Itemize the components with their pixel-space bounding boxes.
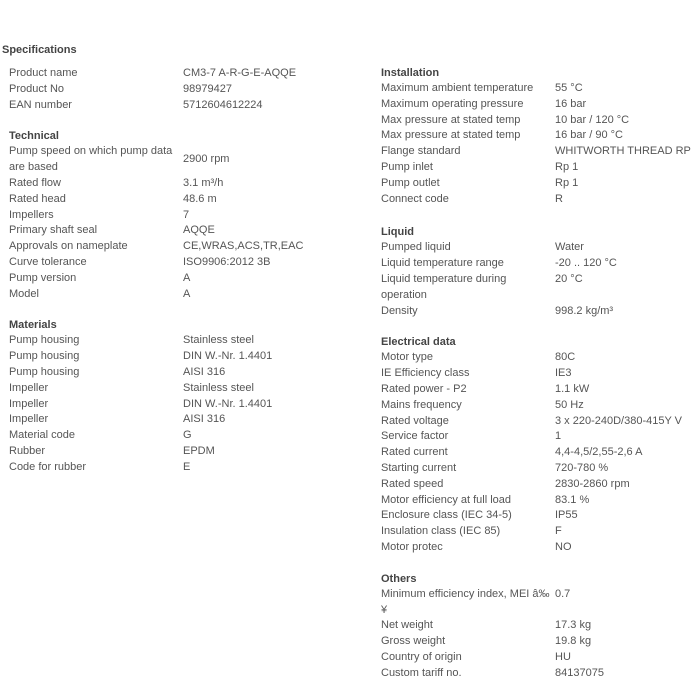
spec-value: Water — [555, 241, 584, 254]
spec-value: R — [555, 192, 563, 205]
spec-value: IP55 — [555, 509, 578, 522]
spec-label: Pump inlet — [381, 160, 433, 173]
spec-label: Liquid temperature during operation — [381, 272, 507, 301]
spec-row — [9, 66, 309, 82]
spec-label: Maximum operating pressure — [381, 97, 524, 110]
spec-label: Approvals on nameplate — [9, 240, 128, 253]
spec-value: 19.8 kg — [555, 635, 592, 648]
spec-label: Rubber — [9, 444, 46, 457]
spec-label: Rated power - P2 — [381, 382, 467, 395]
spec-row — [381, 113, 699, 129]
spec-label: Maximum ambient temperature — [381, 82, 534, 94]
spec-value: A — [183, 287, 191, 300]
spec-value: 3 x 220-240D/380-415Y V — [555, 414, 682, 427]
spec-row — [381, 272, 699, 304]
spec-row — [9, 349, 309, 365]
spec-row — [381, 429, 699, 445]
spec-label: Material code — [9, 429, 76, 442]
spec-value: 0.7 — [555, 587, 571, 600]
spec-value: HU — [555, 650, 571, 663]
spec-label: Pump version — [9, 271, 77, 284]
spec-value: IE3 — [555, 367, 572, 380]
spec-row — [9, 333, 309, 349]
spec-label: Mains frequency — [381, 398, 462, 411]
spec-row — [381, 304, 699, 320]
spec-value: 20 °C — [555, 272, 583, 285]
spec-value: CM3-7 A-R-G-E-AQQE — [183, 67, 297, 79]
spec-row — [381, 540, 699, 556]
spec-value: EPDM — [183, 444, 215, 457]
spec-row — [9, 192, 309, 208]
spec-value: 84137075 — [555, 666, 604, 679]
spec-label: Custom tariff no. — [381, 666, 462, 679]
spec-row — [9, 98, 309, 114]
spec-row — [381, 144, 699, 160]
section-technical — [9, 128, 309, 302]
spec-row — [381, 128, 699, 144]
spec-value: 80C — [555, 351, 576, 364]
spec-row — [9, 460, 309, 476]
spec-value: 4,4-4,5/2,55-2,6 A — [555, 446, 643, 459]
spec-value: Rp 1 — [555, 176, 579, 189]
spec-label: Pump speed on which pump data are based — [9, 145, 173, 174]
spec-row — [381, 524, 699, 540]
spec-label: Impellers — [9, 208, 54, 221]
spec-value: 50 Hz — [555, 398, 584, 411]
spec-row — [381, 414, 699, 430]
spec-label: Rated current — [381, 446, 448, 459]
spec-row — [381, 445, 699, 461]
spec-row — [9, 255, 309, 271]
spec-label: Motor protec — [381, 540, 443, 553]
spec-row — [9, 381, 309, 397]
spec-value: AISI 316 — [183, 365, 226, 378]
spec-value: 998.2 kg/m³ — [555, 304, 614, 317]
spec-row — [381, 382, 699, 398]
spec-row — [9, 82, 309, 98]
spec-value: A — [183, 271, 191, 284]
spec-label: Insulation class (IEC 85) — [381, 525, 501, 538]
spec-row — [381, 461, 699, 477]
spec-value: 16 bar / 90 °C — [555, 129, 623, 142]
section-title-liquid: Liquid — [381, 226, 414, 239]
spec-label: Minimum efficiency index, MEI â‰¥ — [381, 587, 550, 616]
spec-label: Pump housing — [9, 334, 80, 347]
spec-label: Flange standard — [381, 145, 461, 158]
spec-value: 16 bar — [555, 97, 587, 110]
spec-value: 7 — [183, 208, 190, 221]
spec-row — [9, 144, 309, 176]
spec-value: 1 — [555, 430, 562, 443]
spec-value: F — [555, 525, 562, 538]
spec-value: AISI 316 — [183, 413, 226, 426]
spec-label: Connect code — [381, 192, 449, 205]
spec-row — [381, 192, 699, 208]
spec-row — [9, 365, 309, 381]
spec-label: Impeller — [9, 381, 49, 394]
spec-label: Rated flow — [9, 176, 61, 189]
spec-label: Pump housing — [9, 350, 80, 363]
section-installation — [381, 65, 699, 207]
spec-label: Impeller — [9, 397, 49, 410]
spec-value: Stainless steel — [183, 381, 254, 394]
spec-value: NO — [555, 540, 572, 553]
section-materials — [9, 317, 309, 475]
spec-value: -20 .. 120 °C — [555, 257, 617, 270]
spec-label: Net weight — [381, 619, 433, 632]
section-electrical-data — [381, 334, 699, 555]
spec-value: DIN W.-Nr. 1.4401 — [183, 397, 273, 410]
spec-value: WHITWORTH THREAD RP — [555, 145, 691, 158]
spec-value: AQQE — [183, 224, 215, 237]
spec-label: Product No — [9, 82, 65, 95]
spec-label: Liquid temperature range — [381, 257, 504, 270]
spec-value: 48.6 m — [183, 192, 217, 205]
spec-row — [9, 176, 309, 192]
spec-label: Enclosure class (IEC 34-5) — [381, 509, 512, 522]
spec-value: 17.3 kg — [555, 619, 592, 632]
spec-label: Motor efficiency at full load — [381, 493, 512, 506]
spec-row — [381, 634, 699, 650]
spec-value: 1.1 kW — [555, 382, 590, 395]
right-column — [381, 65, 699, 682]
spec-value: 3.1 m³/h — [183, 176, 224, 189]
spec-label: EAN number — [9, 98, 72, 111]
spec-row — [381, 587, 699, 619]
spec-value: CE,WRAS,ACS,TR,EAC — [183, 240, 304, 253]
spec-value: 720-780 % — [555, 461, 609, 474]
spec-row — [381, 398, 699, 414]
spec-row — [381, 366, 699, 382]
spec-row — [9, 444, 309, 460]
spec-value: 2830-2860 rpm — [555, 477, 630, 490]
spec-row — [381, 81, 699, 97]
spec-row — [381, 650, 699, 666]
spec-row — [9, 271, 309, 287]
spec-label: Max pressure at stated temp — [381, 129, 521, 142]
spec-value: 10 bar / 120 °C — [555, 113, 630, 126]
spec-label: Code for rubber — [9, 460, 87, 473]
spec-value: E — [183, 460, 191, 473]
spec-label: Starting current — [381, 461, 457, 474]
spec-label: Rated speed — [381, 477, 444, 490]
section-title-technical: Technical — [9, 130, 59, 143]
spec-value: Rp 1 — [555, 160, 579, 173]
section-title-materials: Materials — [9, 319, 57, 332]
spec-row — [9, 412, 309, 428]
section-title-installation: Installation — [381, 67, 440, 79]
spec-row — [9, 287, 309, 303]
left-column — [9, 66, 309, 476]
spec-value: DIN W.-Nr. 1.4401 — [183, 350, 273, 363]
spec-value: 5712604612224 — [183, 98, 263, 111]
spec-row — [381, 618, 699, 634]
spec-row — [381, 477, 699, 493]
section-liquid — [381, 224, 699, 319]
spec-row — [381, 160, 699, 176]
spec-row — [381, 350, 699, 366]
spec-label: Primary shaft seal — [9, 224, 98, 237]
spec-label: Pump outlet — [381, 176, 440, 189]
spec-row — [9, 208, 309, 224]
spec-label: Pumped liquid — [381, 241, 451, 254]
spec-label: Product name — [9, 67, 78, 79]
spec-value: Stainless steel — [183, 334, 254, 347]
spec-row — [381, 508, 699, 524]
spec-label: Country of origin — [381, 650, 462, 663]
spec-value: ISO9906:2012 3B — [183, 255, 271, 268]
spec-label: Curve tolerance — [9, 255, 87, 268]
page-title: Specifications — [2, 44, 77, 56]
section-title-others: Others — [381, 572, 417, 585]
spec-label: Rated voltage — [381, 414, 449, 427]
spec-value: G — [183, 429, 192, 442]
spec-row — [381, 666, 699, 682]
spec-row — [9, 239, 309, 255]
spec-label: Rated head — [9, 192, 66, 205]
section-others — [381, 571, 699, 682]
spec-label: Pump housing — [9, 365, 80, 378]
spec-label: Service factor — [381, 430, 449, 443]
spec-label: IE Efficiency class — [381, 367, 470, 380]
spec-row — [381, 493, 699, 509]
section-identification — [9, 66, 309, 113]
spec-label: Gross weight — [381, 635, 446, 648]
spec-value: 2900 rpm — [183, 153, 230, 166]
spec-label: Density — [381, 304, 418, 317]
spec-value: 98979427 — [183, 82, 232, 95]
spec-row — [9, 428, 309, 444]
spec-row — [381, 97, 699, 113]
spec-label: Model — [9, 287, 39, 300]
spec-label: Max pressure at stated temp — [381, 113, 521, 126]
spec-label: Motor type — [381, 351, 433, 364]
spec-row — [381, 176, 699, 192]
spec-row — [381, 256, 699, 272]
spec-value: 83.1 % — [555, 493, 590, 506]
spec-row — [9, 223, 309, 239]
spec-value: 55 °C — [555, 82, 583, 94]
spec-row — [381, 240, 699, 256]
section-title-electrical-data: Electrical data — [381, 336, 456, 349]
spec-row — [9, 397, 309, 413]
spec-label: Impeller — [9, 413, 49, 426]
